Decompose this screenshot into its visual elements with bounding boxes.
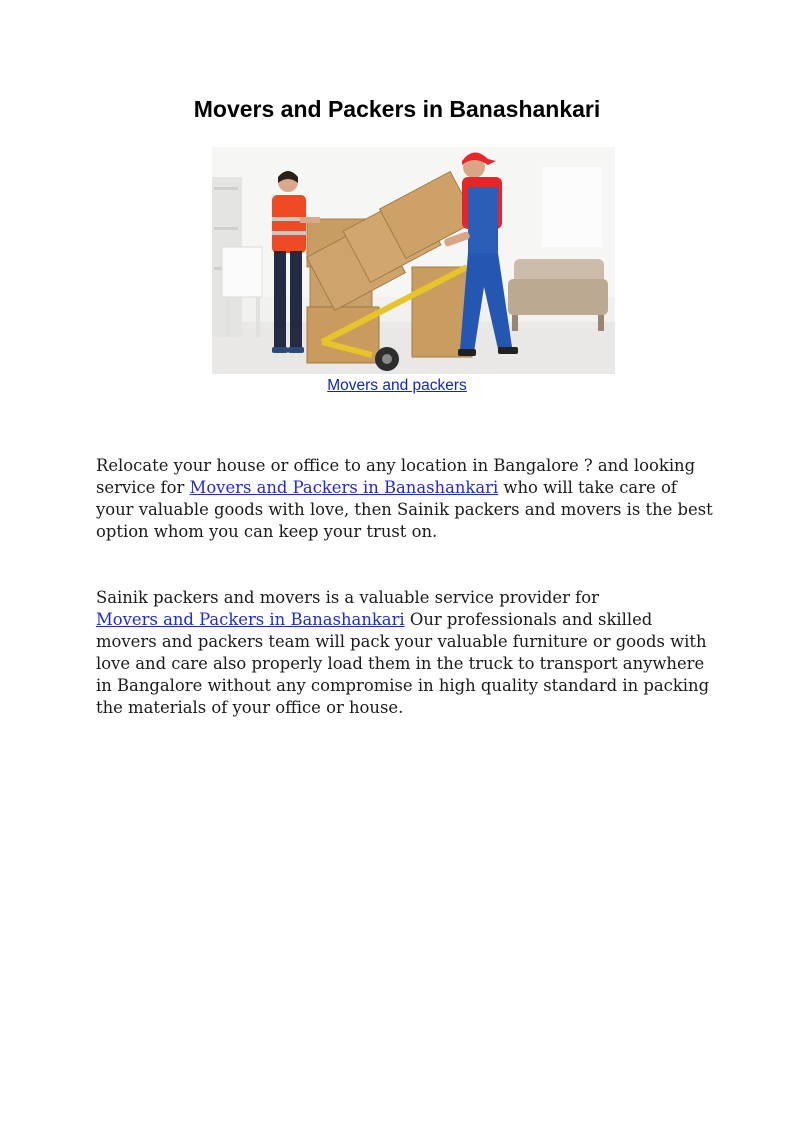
- caption-link[interactable]: Movers and packers: [327, 377, 467, 394]
- banashankari-link-1[interactable]: Movers and Packers in Banashankari: [189, 478, 499, 497]
- movers-illustration: [212, 147, 615, 374]
- paragraph-1: [96, 455, 716, 543]
- banashankari-link-2[interactable]: Movers and Packers in Banashankari: [96, 610, 405, 629]
- paragraph-1-text-end: who will take care of your valuable goods with love, then Sainik packers and movers is the best option whom you can keep your trust on.: [96, 478, 713, 541]
- paragraph-2-text-end: Our professionals and skilled movers and packers team will pack your valuable furniture or goods with love and care also properly load them in the truck to transport anywhere in Bangalore without any compromise in high quality standard in packing the materials of your office or house.: [96, 610, 710, 717]
- paragraph-2-text-start: Sainik packers and movers is a valuable service provider for: [96, 588, 599, 607]
- image-caption: [0, 376, 794, 396]
- paragraph-1-text-start: Relocate your house or office to any location in Bangalore ? and looking service for: [96, 456, 696, 497]
- movers-photo: [212, 147, 615, 374]
- paragraph-2: [96, 587, 716, 719]
- page-title: Movers and Packers in Banashankari: [193, 96, 601, 122]
